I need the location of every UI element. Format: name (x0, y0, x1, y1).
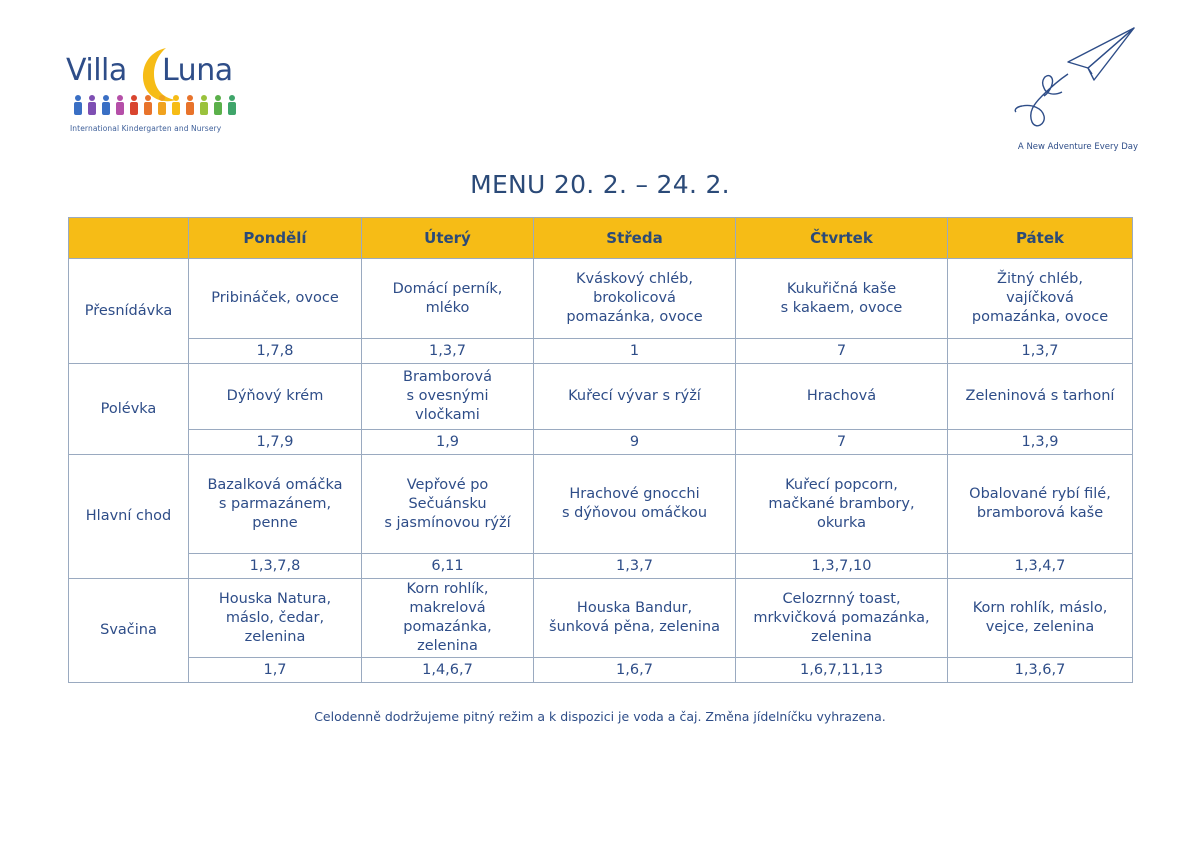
meal-row (69, 259, 1133, 339)
food-line: mléko (425, 299, 470, 316)
allergen-cell: 1,4,6,7 (362, 658, 534, 683)
food-cell (948, 364, 1133, 430)
day-header: Úterý (362, 218, 534, 259)
food-cell (189, 579, 362, 658)
footer-note: Celodenně dodržujeme pitný režim a k dispozici je voda a čaj. Změna jídelníčku vyhrazena. (314, 709, 886, 724)
food-line: mrkvičková pomazánka, (753, 609, 930, 626)
food-cell (189, 455, 362, 554)
food-line: zelenina (811, 628, 872, 645)
allergen-cell: 1,3,7 (534, 554, 736, 579)
allergen-cell: 1 (534, 339, 736, 364)
food-line: Hrachová (806, 388, 877, 404)
food-line: Kuřecí popcorn, (785, 476, 898, 493)
allergens-row (69, 339, 1133, 364)
food-line: okurka (816, 514, 866, 531)
meal-label: Hlavní chod (69, 455, 189, 579)
day-header: Pondělí (189, 218, 362, 259)
allergen-cell: 1,3,7 (362, 339, 534, 364)
logo-tagline: International Kindergarten and Nursery (70, 124, 222, 133)
page-title: MENU 20. 2. – 24. 2. (470, 170, 730, 199)
food-cell (948, 259, 1133, 339)
food-line: máslo, čedar, (225, 609, 325, 626)
allergen-cell: 1,3,6,7 (948, 658, 1133, 683)
allergens-row (69, 658, 1133, 683)
food-line: Bazalková omáčka (207, 476, 343, 493)
allergen-cell: 1,7,8 (189, 339, 362, 364)
allergen-cell: 1,3,7,10 (736, 554, 948, 579)
food-line: mačkané brambory, (768, 495, 915, 512)
food-cell (948, 579, 1133, 658)
food-cell (534, 579, 736, 658)
food-line: zelenina (417, 638, 478, 654)
food-cell (362, 579, 534, 658)
allergens-row (69, 430, 1133, 455)
villa-luna-logo (66, 46, 246, 138)
food-cell (736, 579, 948, 658)
food-line: Zeleninová s tarhoní (965, 388, 1115, 404)
logo-word-villa: Villa (66, 53, 127, 88)
food-line: vajíčková (1006, 290, 1074, 306)
menu-table (68, 217, 1133, 683)
header-corner-cell (69, 218, 189, 259)
food-cell (362, 259, 534, 339)
food-line: vejce, zelenina (985, 619, 1095, 635)
meal-label: Svačina (69, 579, 189, 683)
food-cell (534, 364, 736, 430)
allergen-cell: 1,3,4,7 (948, 554, 1133, 579)
food-line: Kváskový chléb, (576, 271, 693, 287)
food-line: Obalované rybí filé, (969, 486, 1111, 502)
allergen-cell: 1,3,7,8 (189, 554, 362, 579)
meal-label: Polévka (69, 364, 189, 455)
meal-row (69, 579, 1133, 658)
food-line: Domácí perník, (392, 280, 503, 297)
allergen-cell: 1,7 (189, 658, 362, 683)
food-line: Korn rohlík, (406, 581, 489, 597)
food-cell (948, 455, 1133, 554)
food-line: Hrachové gnocchi (569, 486, 700, 502)
day-header: Čtvrtek (736, 218, 948, 259)
allergen-cell: 1,9 (362, 430, 534, 455)
allergens-row (69, 554, 1133, 579)
table-header-row (69, 218, 1133, 259)
food-line: Dýňový krém (226, 388, 324, 404)
logo-word-luna: Luna (162, 53, 233, 88)
meal-label: Přesnídávka (69, 259, 189, 364)
day-header: Pátek (948, 218, 1133, 259)
food-line: s kakaem, ovoce (780, 299, 903, 316)
food-line: Pribináček, ovoce (211, 290, 339, 306)
food-line: Žitný chléb, (997, 271, 1083, 287)
food-cell (362, 455, 534, 554)
food-line: bramborová kaše (976, 505, 1104, 521)
children-figures-icon (70, 94, 238, 116)
paper-plane-icon (1010, 24, 1142, 134)
food-line: zelenina (244, 628, 306, 645)
food-line: Kukuřičná kaše (786, 280, 897, 297)
food-line: Celozrnný toast, (782, 590, 901, 607)
food-line: s ovesnými (406, 388, 489, 404)
food-cell (362, 364, 534, 430)
meal-row (69, 455, 1133, 554)
food-line: makrelová (409, 600, 486, 616)
food-line: pomazánka, (403, 619, 492, 635)
allergen-cell: 9 (534, 430, 736, 455)
food-cell (534, 259, 736, 339)
allergen-cell: 1,6,7 (534, 658, 736, 683)
food-line: pomazánka, ovoce (566, 309, 703, 325)
allergen-cell: 1,7,9 (189, 430, 362, 455)
food-line: s dýňovou omáčkou (561, 505, 708, 521)
day-header: Středa (534, 218, 736, 259)
food-cell (534, 455, 736, 554)
food-cell (736, 455, 948, 554)
food-line: Houska Natura, (218, 590, 332, 607)
food-line: s parmazánem, (218, 495, 332, 512)
food-cell (189, 364, 362, 430)
food-line: Kuřecí vývar s rýží (568, 388, 701, 404)
food-line: Korn rohlík, máslo, (972, 600, 1108, 616)
allergen-cell: 1,3,7 (948, 339, 1133, 364)
food-line: vločkami (415, 407, 480, 423)
food-line: penne (252, 514, 298, 531)
food-cell (736, 259, 948, 339)
food-line: Bramborová (403, 369, 492, 385)
meal-row (69, 364, 1133, 430)
food-line: s jasmínovou rýží (384, 514, 511, 531)
food-cell (189, 259, 362, 339)
food-line: Sečuánsku (408, 495, 487, 512)
food-line: Vepřové po (406, 476, 489, 493)
allergen-cell: 7 (736, 430, 948, 455)
food-line: Houska Bandur, (576, 600, 693, 616)
allergen-cell: 1,3,9 (948, 430, 1133, 455)
slogan: A New Adventure Every Day (1017, 142, 1138, 152)
allergen-cell: 6,11 (362, 554, 534, 579)
allergen-cell: 1,6,7,11,13 (736, 658, 948, 683)
food-line: brokolicová (593, 290, 676, 306)
allergen-cell: 7 (736, 339, 948, 364)
food-line: šunková pěna, zelenina (549, 619, 720, 635)
food-cell (736, 364, 948, 430)
food-line: pomazánka, ovoce (971, 309, 1109, 325)
